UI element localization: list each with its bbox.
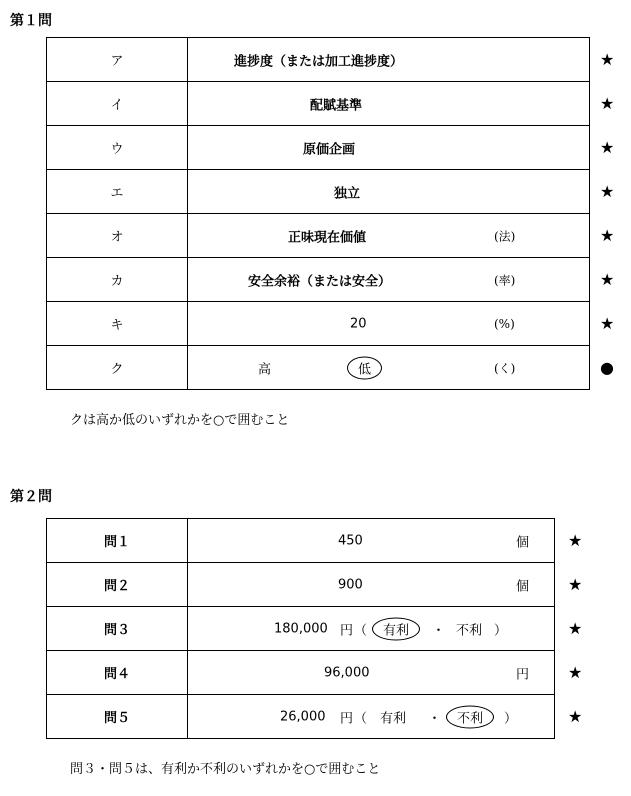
- section2-title: 第２問: [10, 489, 52, 505]
- table-row: [47, 519, 555, 563]
- table-row: [47, 38, 590, 82]
- answer-value: 26,000: [280, 709, 326, 724]
- option-separator: ・: [428, 711, 442, 726]
- paren-close: ）: [504, 711, 518, 726]
- table-row: [47, 126, 590, 170]
- star-mark: ★: [568, 619, 583, 638]
- answer-text: 原価企画: [303, 142, 356, 157]
- answer-text: 正味現在価値: [288, 230, 367, 245]
- section2-answer-table: [46, 518, 555, 739]
- answer-suffix: (く): [494, 361, 516, 375]
- paren-close: ）: [494, 623, 508, 638]
- row-label: 問４: [47, 651, 188, 695]
- star-mark: ★: [568, 663, 583, 682]
- section1-note: クは高か低のいずれかを○で囲むこと: [70, 413, 290, 428]
- star-mark: ★: [600, 182, 615, 201]
- row-label: 問５: [47, 695, 188, 739]
- table-row: [47, 258, 590, 302]
- table-row: [47, 302, 590, 346]
- star-mark: ★: [600, 226, 615, 245]
- answer-text: 進捗度（または加工進捗度）: [234, 54, 404, 69]
- section1-title: 第１問: [10, 13, 52, 29]
- answer-text: 独立: [334, 186, 361, 201]
- answer-unit: 円: [340, 711, 354, 726]
- section2-note: 問３・問５は、有利か不利のいずれかを○で囲むこと: [70, 762, 381, 777]
- row-label: エ: [47, 170, 188, 214]
- table-row: [47, 563, 555, 607]
- row-label: ア: [47, 38, 188, 82]
- table-row: [47, 695, 555, 739]
- answer-text: 安全余裕（または安全）: [248, 274, 392, 289]
- answer-text: 配賦基準: [310, 98, 363, 113]
- option-high[interactable]: 高: [258, 362, 272, 377]
- section1-answer-table: [46, 37, 590, 390]
- table-row: [47, 346, 590, 390]
- star-mark: ★: [600, 94, 615, 113]
- answer-value: 900: [338, 577, 363, 592]
- answer-suffix: (率): [494, 273, 516, 287]
- option-unfavorable-circled[interactable]: 不利: [446, 705, 494, 728]
- paren-open: （: [354, 711, 368, 726]
- answer-unit: 個: [516, 535, 530, 550]
- option-unfavorable[interactable]: 不利: [456, 623, 483, 638]
- answer-unit: 円: [516, 667, 530, 682]
- circle-mark: ●: [600, 358, 614, 377]
- star-mark: ★: [600, 138, 615, 157]
- option-low-circled[interactable]: 低: [347, 356, 382, 379]
- star-mark: ★: [568, 531, 583, 550]
- row-label: 問１: [47, 519, 188, 563]
- table-row: [47, 214, 590, 258]
- row-label: カ: [47, 258, 188, 302]
- star-mark: ★: [600, 314, 615, 333]
- row-label: ク: [47, 346, 188, 390]
- star-mark: ★: [568, 707, 583, 726]
- answer-suffix: (%): [494, 316, 515, 331]
- row-label: イ: [47, 82, 188, 126]
- table-row: [47, 607, 555, 651]
- answer-unit: 個: [516, 579, 530, 594]
- table-row: [47, 651, 555, 695]
- answer-unit: 円: [340, 623, 354, 638]
- option-separator: ・: [432, 623, 446, 638]
- answer-text: 20: [350, 316, 367, 331]
- answer-value: 180,000: [274, 621, 328, 636]
- row-label: キ: [47, 302, 188, 346]
- answer-value: 96,000: [324, 665, 370, 680]
- star-mark: ★: [568, 575, 583, 594]
- star-mark: ★: [600, 270, 615, 289]
- table-row: [47, 82, 590, 126]
- option-favorable[interactable]: 有利: [380, 711, 407, 726]
- row-label: 問３: [47, 607, 188, 651]
- star-mark: ★: [600, 50, 615, 69]
- row-label: ウ: [47, 126, 188, 170]
- option-favorable-circled[interactable]: 有利: [372, 617, 420, 640]
- paren-open: （: [354, 623, 368, 638]
- row-label: 問２: [47, 563, 188, 607]
- answer-value: 450: [338, 533, 363, 548]
- row-label: オ: [47, 214, 188, 258]
- answer-suffix: (法): [494, 229, 516, 243]
- table-row: [47, 170, 590, 214]
